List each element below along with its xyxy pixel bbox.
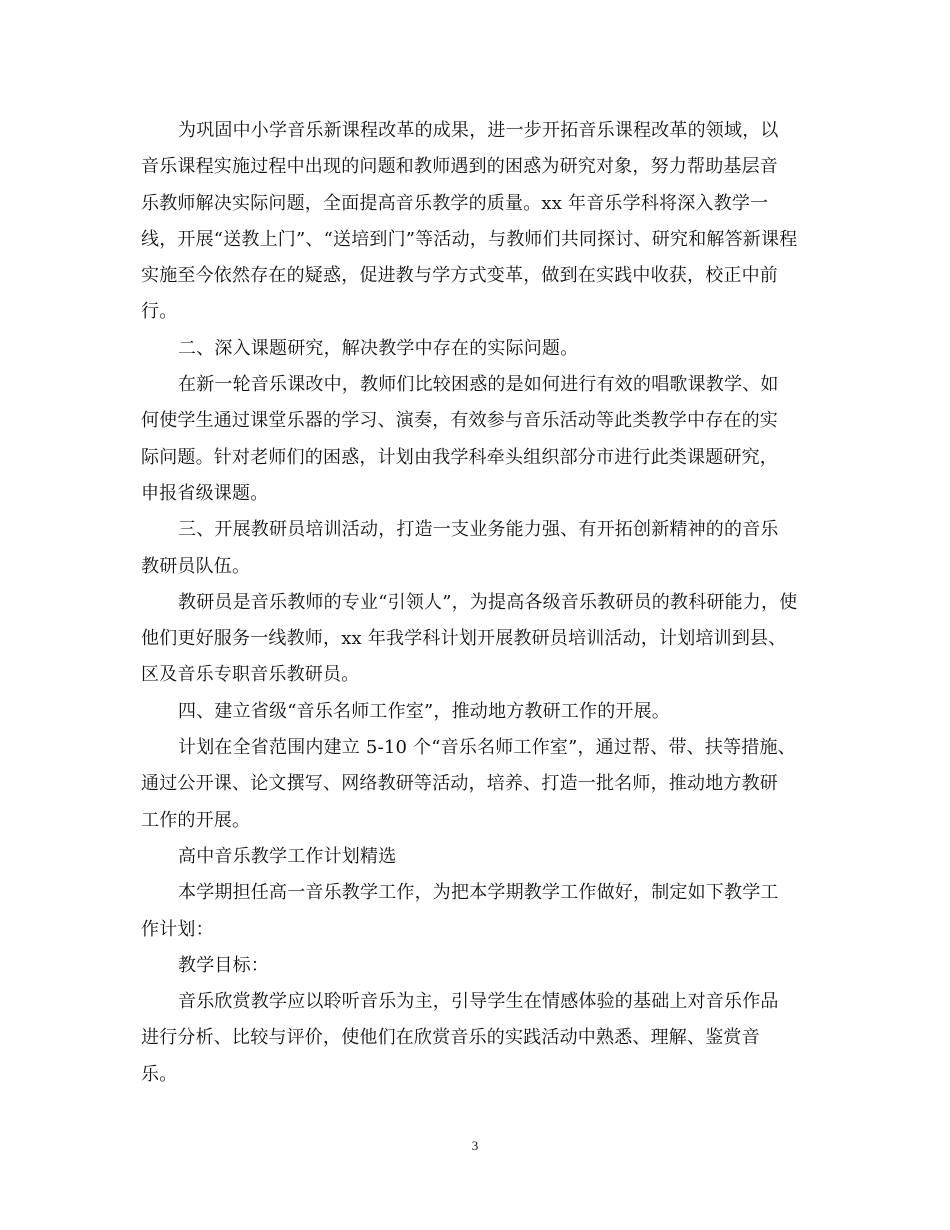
- section-heading: 三、开展教研员培训活动，打造一支业务能力强、有开拓创新精神的的音乐: [178, 519, 779, 541]
- paragraph-line: 线，开展“送教上门”、“送培到门”等活动，与教师们共同探讨、研究和解答新课程: [141, 228, 798, 250]
- document-subtitle: 高中音乐教学工作计划精选: [178, 845, 397, 867]
- section-heading: 二、深入课题研究，解决教学中存在的实际问题。: [178, 337, 579, 359]
- paragraph-line: 何使学生通过课堂乐器的学习、演奏，有效参与音乐活动等此类教学中存在的实: [141, 410, 778, 432]
- paragraph-line: 工作的开展。: [141, 809, 251, 831]
- document-body: [141, 113, 813, 1093]
- page-number: 3: [471, 1138, 479, 1153]
- paragraph-line: 乐教师解决实际问题，全面提高音乐教学的质量。xx 年音乐学科将深入教学一: [141, 192, 769, 214]
- section-heading-continued: 教研员队伍。: [141, 555, 251, 577]
- paragraph-line: 音乐欣赏教学应以聆听音乐为主，引导学生在情感体验的基础上对音乐作品: [178, 991, 779, 1013]
- paragraph-line: 他们更好服务一线教师，xx 年我学科计划开展教研员培训活动，计划培训到县、: [141, 628, 787, 650]
- paragraph-line: 教研员是音乐教师的专业“引领人”，为提高各级音乐教研员的教科研能力，使: [178, 591, 798, 613]
- paragraph-line: 通过公开课、论文撰写、网络教研等活动，培养、打造一批名师，推动地方教研: [141, 773, 778, 795]
- paragraph-line: 进行分析、比较与评价，使他们在欣赏音乐的实践活动中熟悉、理解、鉴赏音: [141, 1027, 760, 1049]
- paragraph-line: 计划在全省范围内建立 5-10 个“音乐名师工作室”，通过帮、带、扶等措施、: [178, 737, 796, 759]
- paragraph-line: 作计划：: [141, 918, 214, 940]
- paragraph-line: 音乐课程实施过程中出现的问题和教师遇到的困惑为研究对象，努力帮助基层音: [141, 156, 778, 178]
- paragraph-line: 乐。: [141, 1063, 178, 1085]
- paragraph-line: 申报省级课题。: [141, 482, 269, 504]
- section-heading: 四、建立省级“音乐名师工作室”，推动地方教研工作的开展。: [178, 700, 671, 722]
- paragraph-line: 际问题。针对老师们的困惑，计划由我学科牵头组织部分市进行此类课题研究，: [141, 446, 778, 468]
- section-label: 教学目标：: [178, 954, 269, 976]
- paragraph-line: 在新一轮音乐课改中，教师们比较困惑的是如何进行有效的唱歌课教学、如: [178, 374, 779, 396]
- paragraph-line: 区及音乐专职音乐教研员。: [141, 664, 360, 686]
- paragraph-line: 实施至今依然存在的疑惑，促进教与学方式变革，做到在实践中收获，校正中前: [141, 265, 778, 287]
- paragraph-line: 行。: [141, 301, 178, 323]
- paragraph-line: 本学期担任高一音乐教学工作，为把本学期教学工作做好，制定如下教学工: [178, 882, 779, 904]
- paragraph-line: 为巩固中小学音乐新课程改革的成果，进一步开拓音乐课程改革的领域，以: [178, 120, 779, 141]
